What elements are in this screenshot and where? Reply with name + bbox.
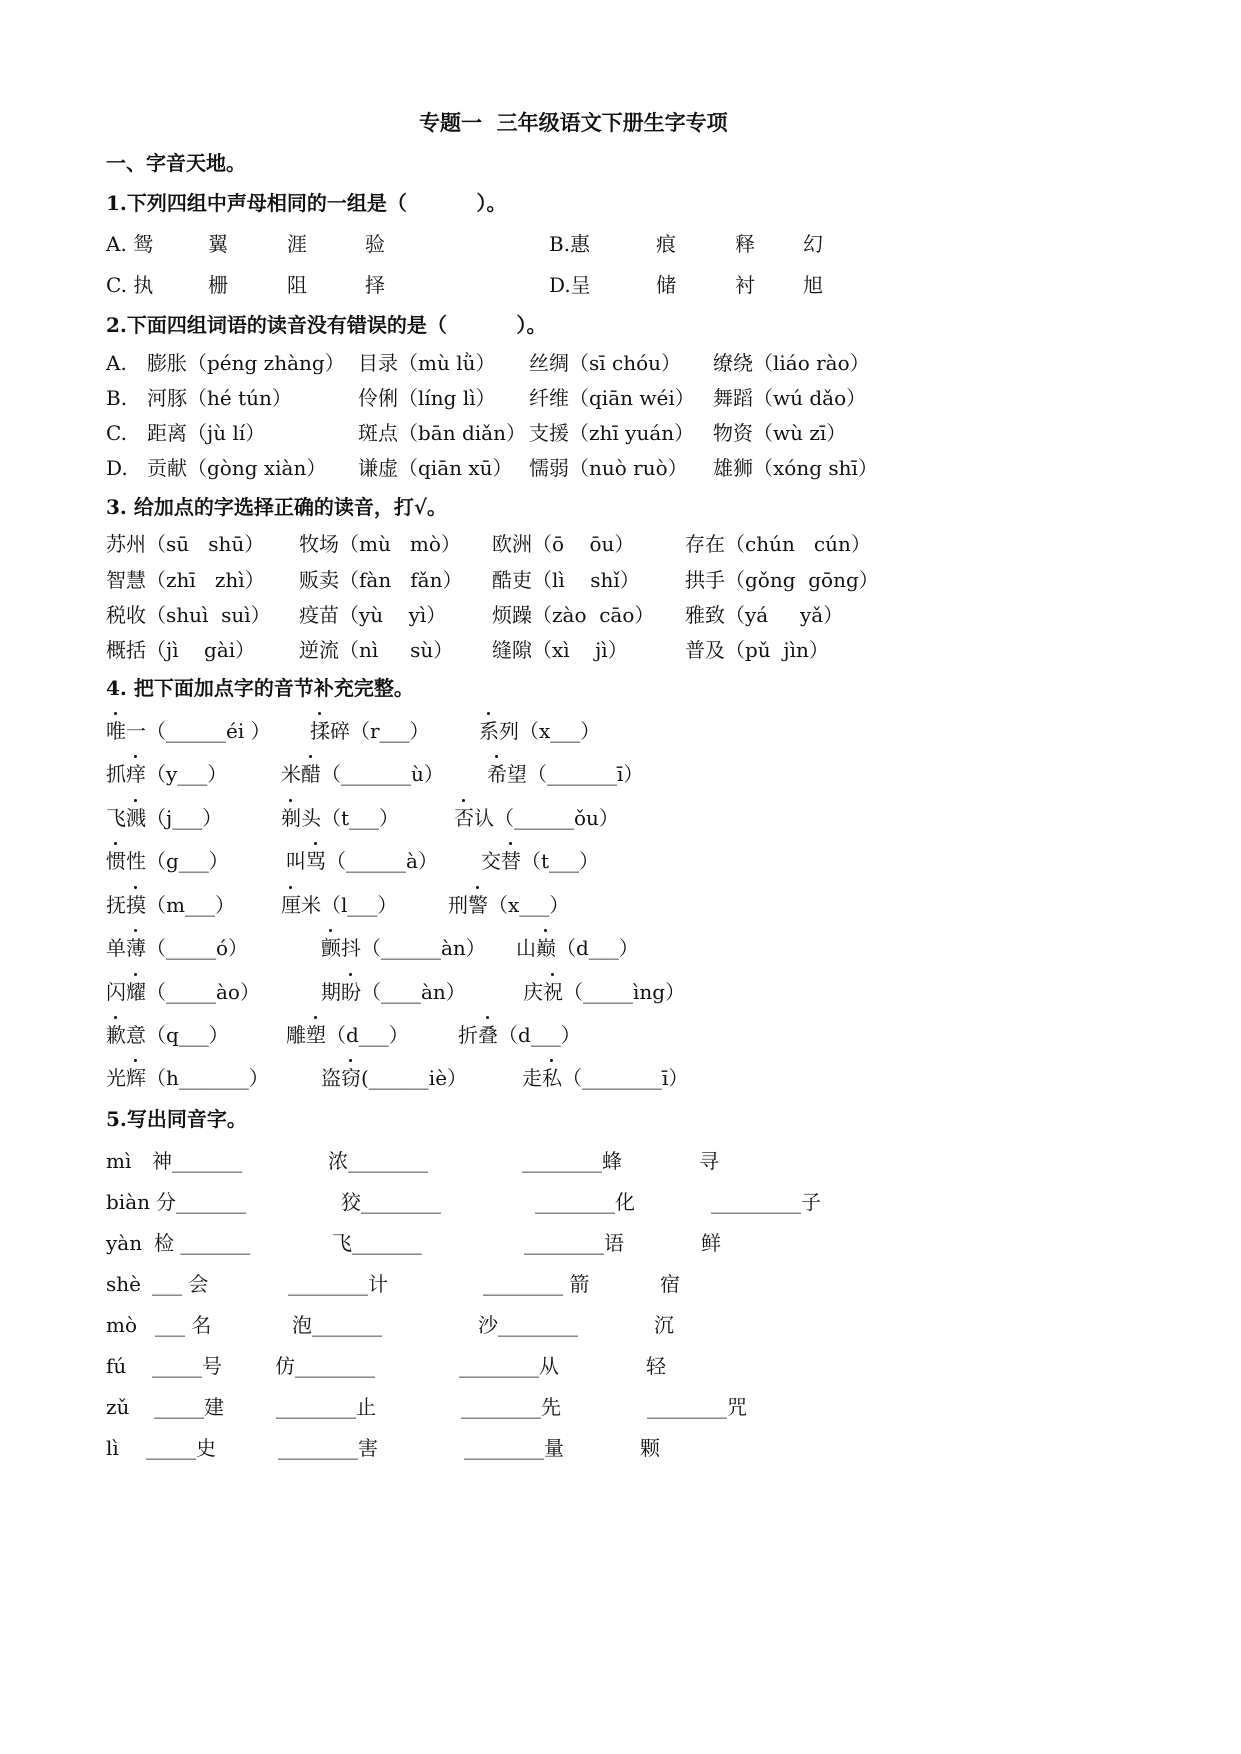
q1-option: 释 (735, 232, 755, 256)
q4-item: 厘米（l___） (281, 893, 398, 917)
q2-word: 贡献（gòng xiàn） (147, 456, 327, 480)
q3-item: 苏州（sū shū） (106, 532, 265, 556)
q5-blank: ___ 名 (155, 1313, 212, 1337)
q4-item: 揉碎（r___） (310, 719, 430, 743)
q4-item: 盗窃(______iè） (321, 1066, 468, 1090)
q2-word: 谦虚（qiān xū） (358, 456, 513, 480)
emphasis-dot (289, 886, 292, 889)
q5-pinyin: mò (106, 1313, 138, 1337)
q5-blank: 泡_______ (292, 1313, 382, 1337)
emphasis-dot (509, 842, 512, 845)
q4-item: 闪耀（_____ào） (106, 980, 260, 1004)
q1-option: 衬 (735, 273, 755, 297)
q4-item: 唯一（______éi ） (106, 719, 271, 743)
page-title: 专题一 三年级语文下册生字专项 (419, 110, 728, 135)
q4-item: 剃头（t___） (281, 806, 400, 830)
emphasis-dot (134, 1059, 137, 1062)
q3-item: 逆流（nì sù） (299, 638, 454, 662)
q5-blank: 狡________ (341, 1190, 441, 1214)
q5-pinyin: biàn (106, 1190, 151, 1214)
q4-item: 走私（________ī） (522, 1066, 689, 1090)
q2-word: 膨胀（péng zhàng） (147, 351, 345, 375)
q5-blank: _____建 (154, 1395, 224, 1419)
q5-blank: 轻 (646, 1354, 666, 1378)
emphasis-dot (309, 755, 312, 758)
q3-item: 拱手（gǒng gōng） (685, 568, 879, 592)
q2-word: 纤维（qiān wéi） (529, 386, 695, 410)
q5-pinyin: fú (106, 1354, 127, 1378)
emphasis-dot (329, 929, 332, 932)
q4-item: 雕塑（d___） (286, 1023, 409, 1047)
q5-blank: 浓________ (328, 1149, 428, 1173)
q1-option: A. 鸳 (106, 232, 154, 256)
q4-item: 折叠（d___） (458, 1023, 581, 1047)
q5-blank: ________ 箭 (483, 1272, 590, 1296)
q4-item: 抓痒（y___） (106, 762, 228, 786)
q1-option: 幻 (803, 232, 823, 256)
q3-item: 缝隙（xì jì） (492, 638, 628, 662)
q4-item: 颤抖（______àn） (321, 936, 486, 960)
q4-item: 期盼（____àn） (321, 980, 466, 1004)
q5-pinyin: lì (106, 1436, 119, 1460)
emphasis-dot (551, 973, 554, 976)
q5-blank: 颗 (640, 1436, 660, 1460)
q3-item: 欧洲（ō ōu） (492, 532, 635, 556)
q2-word: 丝绸（sī chóu） (529, 351, 682, 375)
q4-item: 叫骂（______à） (286, 849, 438, 873)
emphasis-dot (550, 1059, 553, 1062)
q2-word: 斑点（bān diǎn） (358, 421, 526, 445)
q1-option: 阻 (287, 273, 307, 297)
q2-word: 物资（wù zī） (713, 421, 847, 445)
q5-blank: ________咒 (647, 1395, 747, 1419)
emphasis-dot (318, 712, 321, 715)
q1-option: 择 (365, 273, 385, 297)
q5-blank: _____史 (146, 1436, 216, 1460)
emphasis-dot (134, 755, 137, 758)
q4-item: 歉意（q___） (106, 1023, 229, 1047)
q1-option: 验 (365, 232, 385, 256)
q4-item: 庆祝（_____ìng） (523, 980, 686, 1004)
q1-option: 痕 (656, 232, 676, 256)
emphasis-dot (487, 712, 490, 715)
q4-item: 系列（x___） (479, 719, 601, 743)
emphasis-dot (314, 842, 317, 845)
emphasis-dot (134, 799, 137, 802)
q5-blank: ________从 (459, 1354, 559, 1378)
emphasis-dot (134, 929, 137, 932)
q5-blank: ________语 (524, 1231, 624, 1255)
q5-blank: 仿________ (275, 1354, 375, 1378)
question-4-title: 4. 把下面加点字的音节补充完整。 (106, 676, 414, 700)
q5-blank: ________蜂 (522, 1149, 622, 1173)
q2-letter: B. (106, 386, 128, 410)
q5-blank: 沉 (654, 1313, 674, 1337)
q3-item: 牧场（mù mò） (299, 532, 461, 556)
emphasis-dot (486, 1016, 489, 1019)
emphasis-dot (114, 842, 117, 845)
q5-blank: _____号 (152, 1354, 222, 1378)
emphasis-dot (114, 1016, 117, 1019)
q2-word: 缭绕（liáo rào） (713, 351, 870, 375)
q5-blank: 分_______ (156, 1190, 246, 1214)
q4-item: 米醋（_______ù） (281, 762, 444, 786)
q2-letter: A. (106, 351, 127, 375)
emphasis-dot (134, 973, 137, 976)
q2-word: 伶俐（líng lì） (358, 386, 496, 410)
q5-blank: 沙________ (478, 1313, 578, 1337)
q3-item: 贩卖（fàn fǎn） (299, 568, 463, 592)
emphasis-dot (349, 973, 352, 976)
q2-word: 懦弱（nuò ruò） (529, 456, 688, 480)
q3-item: 酷吏（lì shǐ） (492, 568, 640, 592)
q3-item: 普及（pǔ jìn） (685, 638, 829, 662)
q4-item: 光辉（h_______） (106, 1066, 269, 1090)
q4-item: 否认（______ǒu） (454, 806, 619, 830)
q2-word: 目录（mù lǜ） (358, 351, 496, 375)
q5-pinyin: zǔ (106, 1395, 130, 1419)
q1-option: 栅 (208, 273, 228, 297)
emphasis-dot (314, 1016, 317, 1019)
q2-word: 雄狮（xóng shī） (713, 456, 878, 480)
q5-blank: ________止 (276, 1395, 376, 1419)
q4-item: 单薄（_____ó） (106, 936, 249, 960)
section-heading: 一、字音天地。 (106, 151, 246, 175)
q4-item: 抚摸（m___） (106, 893, 235, 917)
q2-letter: C. (106, 421, 127, 445)
emphasis-dot (476, 886, 479, 889)
question-2-title: 2.下面四组词语的读音没有错误的是（ ）。 (106, 313, 547, 337)
q5-pinyin: shè (106, 1272, 141, 1296)
q5-blank: 鲜 (701, 1231, 721, 1255)
q3-item: 雅致（yá yǎ） (685, 603, 844, 627)
q2-letter: D. (106, 456, 128, 480)
q4-item: 交替（t___） (481, 849, 600, 873)
q2-word: 舞蹈（wú dǎo） (713, 386, 867, 410)
q4-item: 希望（_______ī） (487, 762, 644, 786)
q5-blank: 宿 (660, 1272, 680, 1296)
emphasis-dot (349, 1059, 352, 1062)
emphasis-dot (289, 799, 292, 802)
q5-pinyin: mì (106, 1149, 132, 1173)
q2-word: 河豚（hé tún） (147, 386, 292, 410)
q4-item: 飞溅（j___） (106, 806, 223, 830)
q4-item: 山巅（d___） (516, 936, 639, 960)
q3-item: 智慧（zhī zhì） (106, 568, 265, 592)
emphasis-dot (134, 886, 137, 889)
q1-option: 翼 (208, 232, 228, 256)
q5-blank: ___ 会 (152, 1272, 209, 1296)
q5-blank: 神_______ (152, 1149, 242, 1173)
q5-blank: 检 _______ (154, 1231, 251, 1255)
q3-item: 疫苗（yù yì） (299, 603, 447, 627)
emphasis-dot (544, 929, 547, 932)
q1-option: C. 执 (106, 273, 154, 297)
q5-blank: 寻 (699, 1149, 719, 1173)
q1-option: 旭 (803, 273, 823, 297)
question-5-title: 5.写出同音字。 (106, 1107, 247, 1131)
emphasis-dot (495, 755, 498, 758)
q1-option: B.惠 (549, 232, 591, 256)
q5-blank: ________化 (535, 1190, 635, 1214)
q5-blank: ________计 (288, 1272, 388, 1296)
q5-blank: ________害 (278, 1436, 378, 1460)
q1-option: 储 (656, 273, 676, 297)
q5-blank: ________先 (461, 1395, 561, 1419)
q2-word: 距离（jù lí） (147, 421, 266, 445)
q3-item: 烦躁（zào cāo） (492, 603, 655, 627)
q2-word: 支援（zhī yuán） (529, 421, 695, 445)
q5-blank: ________量 (464, 1436, 564, 1460)
q1-option: D.呈 (549, 273, 591, 297)
q3-item: 概括（jì gài） (106, 638, 256, 662)
q3-item: 存在（chún cún） (685, 532, 871, 556)
q4-item: 刑警（x___） (448, 893, 570, 917)
q3-item: 税收（shuì suì） (106, 603, 271, 627)
q5-pinyin: yàn (106, 1231, 143, 1255)
q1-option: 涯 (287, 232, 307, 256)
question-3-title: 3. 给加点的字选择正确的读音，打√。 (106, 495, 447, 519)
q4-item: 惯性（g___） (106, 849, 229, 873)
question-1-title: 1.下列四组中声母相同的一组是（ ）。 (106, 191, 507, 215)
emphasis-dot (114, 712, 117, 715)
emphasis-dot (462, 799, 465, 802)
q5-blank: 飞_______ (332, 1231, 422, 1255)
q5-blank: _________子 (711, 1190, 821, 1214)
